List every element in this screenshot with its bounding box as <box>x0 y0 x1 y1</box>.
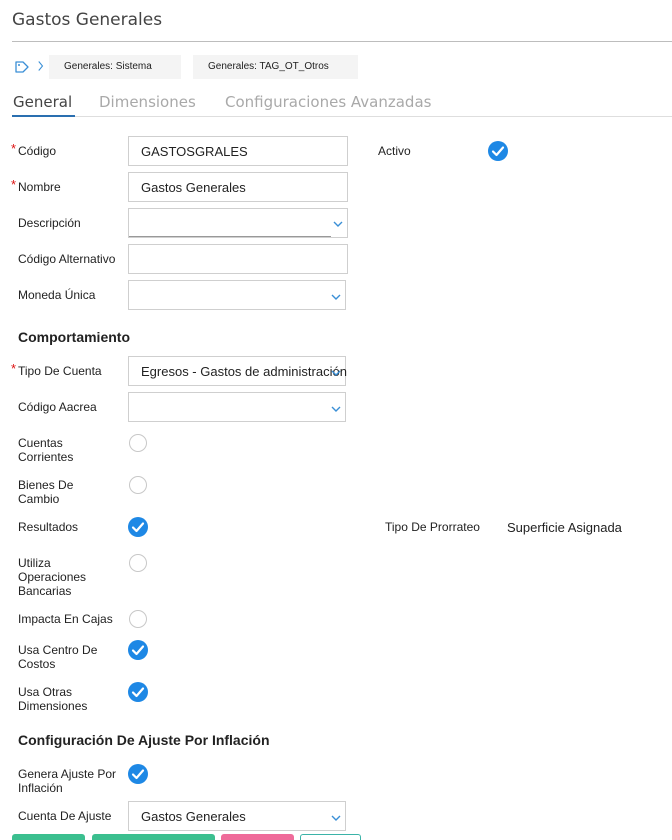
moneda-unica-label: Moneda Única <box>18 288 96 302</box>
section-title-ajuste-inflacion: Configuración De Ajuste Por Inflación <box>18 732 270 748</box>
codigo-aacrea-label: Código Aacrea <box>18 400 97 414</box>
tipo-cuenta-value: Egresos - Gastos de administración <box>141 364 347 379</box>
codigo-aacrea-select[interactable] <box>128 392 346 422</box>
chevron-down-icon[interactable] <box>333 220 343 228</box>
resultados-label: Resultados <box>18 520 79 534</box>
tag-chip[interactable]: Generales: TAG_OT_Otros <box>193 55 358 79</box>
chevron-down-icon[interactable] <box>331 369 341 377</box>
title-divider <box>12 41 672 42</box>
tipo-prorrateo-label: Tipo De Prorrateo <box>385 520 480 534</box>
tag-icon[interactable] <box>14 59 30 75</box>
cuenta-ajuste-select[interactable] <box>128 801 346 831</box>
operaciones-bancarias-checkbox[interactable] <box>129 554 147 572</box>
centro-costos-checkbox[interactable] <box>128 640 148 660</box>
codigo-alternativo-input[interactable] <box>128 244 348 274</box>
chevron-down-icon[interactable] <box>331 405 341 413</box>
genera-ajuste-label: Genera Ajuste Por Inflación <box>18 767 117 795</box>
descripcion-label: Descripción <box>18 216 81 230</box>
required-marker: * <box>11 361 17 376</box>
resultados-checkbox[interactable] <box>128 517 148 537</box>
genera-ajuste-checkbox[interactable] <box>128 764 148 784</box>
otras-dimensiones-checkbox[interactable] <box>128 682 148 702</box>
chevron-down-icon[interactable] <box>331 293 341 301</box>
cuentas-corrientes-label: Cuentas Corrientes <box>18 436 74 464</box>
impacta-cajas-label: Impacta En Cajas <box>18 612 113 626</box>
codigo-alternativo-label: Código Alternativo <box>18 252 116 266</box>
tipo-cuenta-label: Tipo De Cuenta <box>18 364 102 378</box>
tabs-divider <box>12 116 672 117</box>
moneda-unica-select[interactable] <box>128 280 346 310</box>
tipo-cuenta-select[interactable] <box>128 356 346 386</box>
action-button[interactable] <box>92 834 215 840</box>
action-button[interactable] <box>300 834 361 840</box>
cuenta-ajuste-value: Gastos Generales <box>141 809 246 824</box>
tab-configuraciones-avanzadas[interactable]: Configuraciones Avanzadas <box>225 93 432 111</box>
centro-costos-label: Usa Centro De Costos <box>18 643 98 671</box>
descripcion-textarea[interactable] <box>128 208 348 238</box>
operaciones-bancarias-label: Utiliza Operaciones Bancarias <box>18 556 87 598</box>
codigo-input[interactable]: GASTOSGRALES <box>128 136 348 166</box>
page-title: Gastos Generales <box>12 10 163 30</box>
otras-dimensiones-label: Usa Otras Dimensiones <box>18 685 88 713</box>
tag-chip[interactable]: Generales: Sistema <box>49 55 181 79</box>
active-tab-indicator <box>12 115 75 117</box>
activo-label: Activo <box>378 144 411 158</box>
tipo-prorrateo-value: Superficie Asignada <box>507 520 622 535</box>
chevron-down-icon[interactable] <box>331 814 341 822</box>
bienes-cambio-checkbox[interactable] <box>129 476 147 494</box>
codigo-label: Código <box>18 144 57 158</box>
activo-checkbox[interactable] <box>488 141 508 161</box>
action-button[interactable] <box>12 834 85 840</box>
chevron-right-icon[interactable] <box>38 60 44 72</box>
required-marker: * <box>11 177 17 192</box>
required-marker: * <box>11 141 17 156</box>
nombre-label: Nombre <box>18 180 61 194</box>
cuentas-corrientes-checkbox[interactable] <box>129 434 147 452</box>
impacta-cajas-checkbox[interactable] <box>129 610 147 628</box>
action-button[interactable] <box>221 834 294 840</box>
tab-general[interactable]: General <box>13 93 73 111</box>
bienes-cambio-label: Bienes De Cambio <box>18 478 74 506</box>
textarea-line <box>129 236 331 237</box>
cuenta-ajuste-label: Cuenta De Ajuste <box>18 809 112 823</box>
nombre-input[interactable]: Gastos Generales <box>128 172 348 202</box>
section-title-comportamiento: Comportamiento <box>18 329 130 345</box>
tab-dimensiones[interactable]: Dimensiones <box>99 93 196 111</box>
